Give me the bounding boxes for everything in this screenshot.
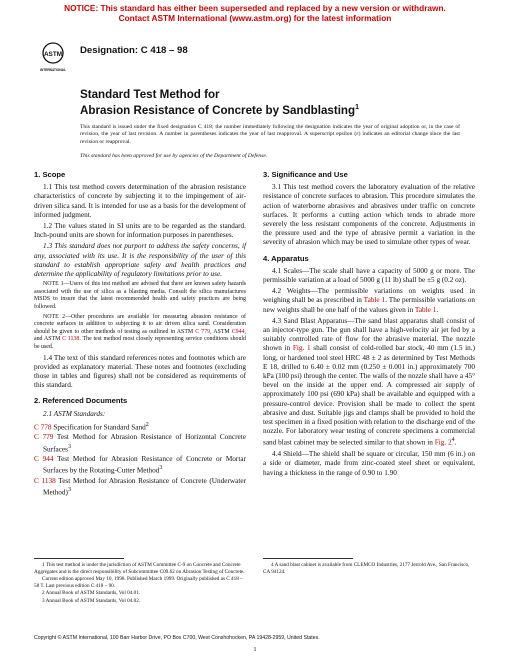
footnote: 4 A sand blast cabinet is available from CLEMCO Industries, 2177 Jerrold Ave., San Francisco, CA 94124.	[263, 562, 470, 575]
document-title	[80, 88, 359, 117]
link-fig-1[interactable]: Fig. 1	[292, 344, 311, 353]
section-scope-heading: 1. Scope	[34, 170, 66, 179]
section-apparatus-heading: 4. Apparatus	[263, 253, 309, 263]
note-2: NOTE 2—Other procedures are available for measuring abrasion resistance of concrete surfaces in addition to subjecting it to air driven silica sand. Consideration should be given to other methods of testing as outlined in ASTM C 779, ASTM C944, and ASTM C 1138. The test method most closely representing service conditions should be used.	[34, 313, 246, 350]
paragraph-4-4: 4.4 Shield—The shield shall be square or circular, 150 mm (6 in.) on a side or diameter, made from zinc-coated steel sheet or equivalent, having a thickness in the range of 0.90 to 1.90	[263, 450, 475, 477]
footnote-divider	[263, 558, 353, 559]
notice-line-1: NOTICE: This standard has either been superseded and replaced by a new version or withdrawn.	[64, 3, 446, 13]
link-table-1[interactable]: Table 1	[363, 296, 386, 305]
paragraph-4-1: 4.1 Scales—The scale shall have a capacity of 5000 g or more. The permissible variation at a load of 5000 g (11 lb) shall be ±5 g (0.2 oz).	[263, 266, 475, 285]
link-fig-2[interactable]: Fig. 2	[434, 438, 452, 447]
reference-item: C 944 Test Method for Abrasion Resistance of Concrete or Mortar Surfaces by the Rotating-Cutter Method$^3$	[34, 455, 246, 475]
designation: Designation: C 418 – 98	[80, 45, 188, 56]
section-significance-heading: 3. Significance and Use	[263, 170, 348, 179]
reference-code-link[interactable]: C 779	[34, 433, 54, 442]
footnote: 3 Annual Book of ASTM Standards, Vol 04.02.	[42, 597, 141, 604]
right-column	[263, 170, 475, 480]
page-number: 1	[253, 646, 257, 653]
left-column	[34, 170, 246, 499]
reference-code-link[interactable]: C 944	[34, 455, 54, 464]
reference-code-link[interactable]: C 1138	[34, 477, 56, 486]
reference-item: C 1138 Test Method for Abrasion Resistance of Concrete (Underwater Method)$^3$	[34, 477, 246, 497]
svg-text:INTERNATIONAL: INTERNATIONAL	[40, 68, 66, 72]
astm-standards-label: 2.1 ASTM Standards:	[43, 409, 106, 418]
paragraph-4-3: 4.3 Sand Blast Apparatus—The sand blast apparatus shall consist of an injector-type gun. The gun shall have a high-velocity air jet fed by a suitably controlled rate of flow for the abrasive material. The nozzle shown in Fig. 1 shall consist of cold-rolled bar stock, 40 mm (1.5 in.) long, or hardened tool steel HRC 48 ± 2 as determined by Test Methods E 18, drilled to 6.40 ± 0.02 mm (0.250 ± 0.001 in.) approximately 700 kPa (100 psi) through the center. The walls of the nozzle shall have a 45° bevel on the inside at the upper end. A compressed air supply of approximately 100 psi (690 kPa) shall be available and equipped with a pressure-control device. Provision shall be made to collect the spent abrasive and dust. Suitable jigs and clamps shall be provided to hold the test specimen in a fixed position with relation to the discharge end of the nozzle. For laboratory wear testing of concrete specimens a commercial sand blast cabinet may be selected similar to that shown in Fig. $2^4$.	[263, 316, 476, 447]
footnote: 1 This test method is under the jurisdiction of ASTM Committee C-9 on Concrete and Concrete Aggregates and is the direct responsibility of Subcommittee C09.62 on Abrasion Testing of Concrete.	[34, 562, 245, 575]
reference-item: C 778 Specification for Standard Sand$^2$	[34, 421, 149, 432]
copyright-line: Copyright © ASTM International, 100 Barr Harbor Drive, PO Box C700, West Conshohocken, PA 19428-2959, United States.	[34, 635, 320, 641]
footnote-divider	[34, 558, 124, 559]
title-line-2: Abrasion Resistance of Concrete by Sandblasting$^1$	[80, 103, 359, 117]
section-referenced-documents-heading: 2. Referenced Documents	[34, 396, 128, 406]
title-line-1: Standard Test Method for	[80, 88, 220, 101]
svg-text:ASTM: ASTM	[43, 51, 63, 58]
paragraph-4-2: 4.2 Weights—The permissible variations on weights used in weighing shall be as prescribed in Table 1. The permissible variations on new weights shall be one half of the values given in Table 1.	[263, 287, 476, 314]
reference-code-link[interactable]: C 778	[34, 423, 52, 432]
link-c1138[interactable]: C 1138	[62, 336, 80, 343]
notice-line-2: Contact ASTM International (www.astm.org) for the latest information	[118, 13, 392, 23]
paragraph-1-2: 1.2 The values stated in SI units are to be regarded as the standard. Inch-pound units are shown for information purposes in parentheses.	[34, 222, 246, 240]
link-c944[interactable]: C944	[231, 328, 245, 335]
paragraph-1-1: 1.1 This test method covers determination of the abrasion resistance characteristics of concrete by subjecting it to the impingement of air-driven silica sand. It is intended for use as a basis for the development of informed judgment.	[34, 183, 246, 219]
footnote: Current edition approved May 10, 1998. Published March 1999. Originally published as C 418 – 58 T. Last previous edition C 418 – 90.	[34, 576, 243, 589]
supersede-notice	[0, 3, 510, 23]
footnotes-left	[34, 562, 246, 606]
link-table-1[interactable]: Table 1	[414, 305, 437, 314]
paragraph-3-1: 3.1 This test method covers the laboratory evaluation of the relative resistance of concrete surfaces to abrasion. This procedure simulates the action of waterborne abrasives and abrasives under traffic on concrete surfaces. It performs a cutting action which tends to abrade more severely the less resistant components of the concrete. Adjustments in the pressure used and the type of abrasive permit a variation in the severity of abrasion which may be used to simulate other types of wear.	[263, 183, 475, 247]
footnotes-right	[263, 562, 475, 576]
reference-list	[34, 421, 246, 498]
reference-item: C 779 Test Method for Abrasion Resistance of Horizontal Concrete Surfaces$^3$	[34, 433, 246, 454]
dod-approval-statement: This standard has been approved for use by agencies of the Department of Defense.	[80, 153, 268, 159]
issue-statement: This standard is issued under the fixed designation C 418; the number immediately following the designation indicates the year of original adoption or, in the case of revision, the year of last revision. A number in parentheses indicates the year of last reapproval. A superscript epsilon (ε) indicates an editorial change since the last revision or reapproval.	[80, 124, 460, 145]
note-1: NOTE 1—Users of this test method are advised that there are known safety hazards associated with the use of silica as a blasting media. Consult the silica manufactures MSDS to insure that the latest recommended health and safety practices are being followed.	[34, 281, 246, 311]
footnote: 2 Annual Book of ASTM Standards, Vol 04.01.	[42, 590, 141, 597]
paragraph-1-3: 1.3 This standard does not purport to address the safety concerns, if any, associated with its use. It is the responsibility of the user of this standard to establish appropriate safety and health practices and determine the applicability of regulatory limitations prior to use.	[34, 242, 246, 279]
link-c779[interactable]: C 779	[195, 328, 211, 335]
astm-logo-icon	[42, 40, 64, 74]
paragraph-1-4: 1.4 The text of this standard references notes and footnotes which are provided as explanatory material. These notes and footnotes (excluding those in tables and figures) shall not be considered as requirements of this standard.	[34, 353, 246, 390]
